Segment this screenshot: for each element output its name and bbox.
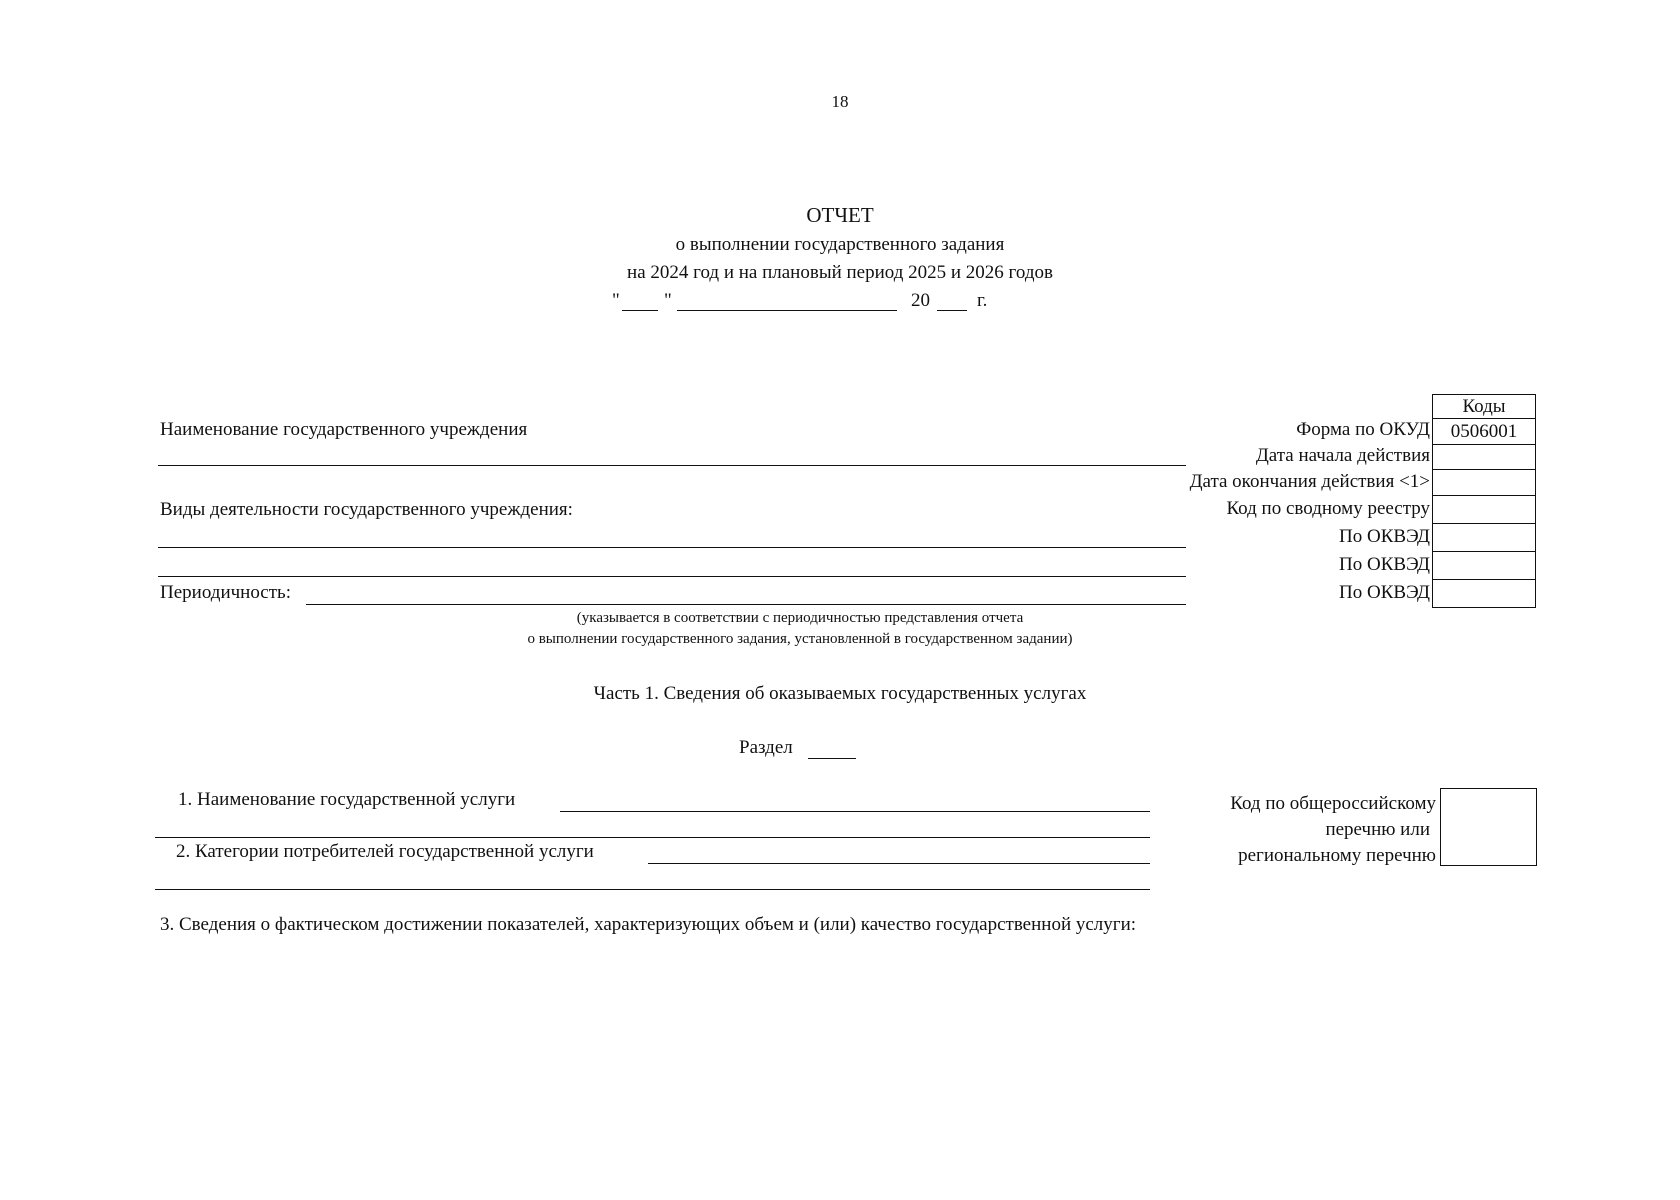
code-list-label-1: Код по общероссийскому <box>1230 793 1436 814</box>
activities-blank-2[interactable] <box>158 576 1186 577</box>
activities-label: Виды деятельности государственного учреждения: <box>160 499 573 520</box>
service-name-label: 1. Наименование государственной услуги <box>178 789 516 810</box>
codes-cell-start-date[interactable] <box>1433 444 1536 470</box>
codes-cell-okved-1[interactable] <box>1433 523 1536 551</box>
consumers-blank[interactable] <box>648 863 1150 864</box>
service-name-blank[interactable] <box>560 811 1150 812</box>
part1-title: Часть 1. Сведения об оказываемых государственных услугах <box>593 683 1087 704</box>
codes-cell-registry[interactable] <box>1433 495 1536 523</box>
date-quote-open: " <box>612 290 620 311</box>
codes-label-start-date: Дата начала действия <box>1255 445 1430 466</box>
codes-header: Коды <box>1433 395 1536 419</box>
codes-label-registry: Код по сводному реестру <box>1226 498 1430 519</box>
date-year-blank[interactable] <box>937 310 967 311</box>
codes-cell-okved-2[interactable] <box>1433 551 1536 579</box>
codes-label-end-date: Дата окончания действия <1> <box>1189 471 1430 492</box>
codes-cell-okved-3[interactable] <box>1433 579 1536 607</box>
codes-label-okved-3: По ОКВЭД <box>1339 582 1430 603</box>
code-list-box[interactable] <box>1440 788 1537 866</box>
section-number-blank[interactable] <box>808 758 856 759</box>
periodicity-note-1: (указывается в соответствии с периодичностью представления отчета <box>576 610 1024 626</box>
page-number: 18 <box>831 92 849 111</box>
periodicity-note-2: о выполнении государственного задания, установленной в государственном задании) <box>527 631 1073 647</box>
document-period: на 2024 год и на плановый период 2025 и 2026 годов <box>627 262 1053 283</box>
date-year-prefix: 20 <box>911 290 930 311</box>
periodicity-label: Периодичность: <box>160 582 291 603</box>
document-subtitle: о выполнении государственного задания <box>675 234 1005 255</box>
periodicity-blank[interactable] <box>306 604 1186 605</box>
code-list-label-3: региональному перечню <box>1238 845 1436 866</box>
institution-blank[interactable] <box>158 465 1186 466</box>
institution-label: Наименование государственного учреждения <box>160 419 528 440</box>
section-label: Раздел <box>739 737 793 758</box>
activities-blank-1[interactable] <box>158 547 1186 548</box>
consumers-label: 2. Категории потребителей государственной услуги <box>176 841 594 862</box>
consumers-blank-2[interactable] <box>155 889 1150 890</box>
codes-table <box>1432 394 1536 608</box>
indicators-label: 3. Сведения о фактическом достижении показателей, характеризующих объем и (или) качество государственной услуги: <box>160 914 1137 935</box>
date-quote-close: " <box>664 290 672 311</box>
service-name-blank-2[interactable] <box>155 837 1150 838</box>
codes-cell-end-date[interactable] <box>1433 470 1536 496</box>
date-year-suffix: г. <box>977 290 988 311</box>
codes-label-okved-1: По ОКВЭД <box>1339 526 1430 547</box>
code-list-label-2: перечню или <box>1325 819 1430 840</box>
date-day-blank[interactable] <box>622 310 658 311</box>
codes-label-okud: Форма по ОКУД <box>1296 419 1430 440</box>
date-month-blank[interactable] <box>677 310 897 311</box>
codes-label-okved-2: По ОКВЭД <box>1339 554 1430 575</box>
codes-cell-okud[interactable]: 0506001 <box>1433 419 1536 445</box>
document-title: ОТЧЕТ <box>806 203 874 227</box>
